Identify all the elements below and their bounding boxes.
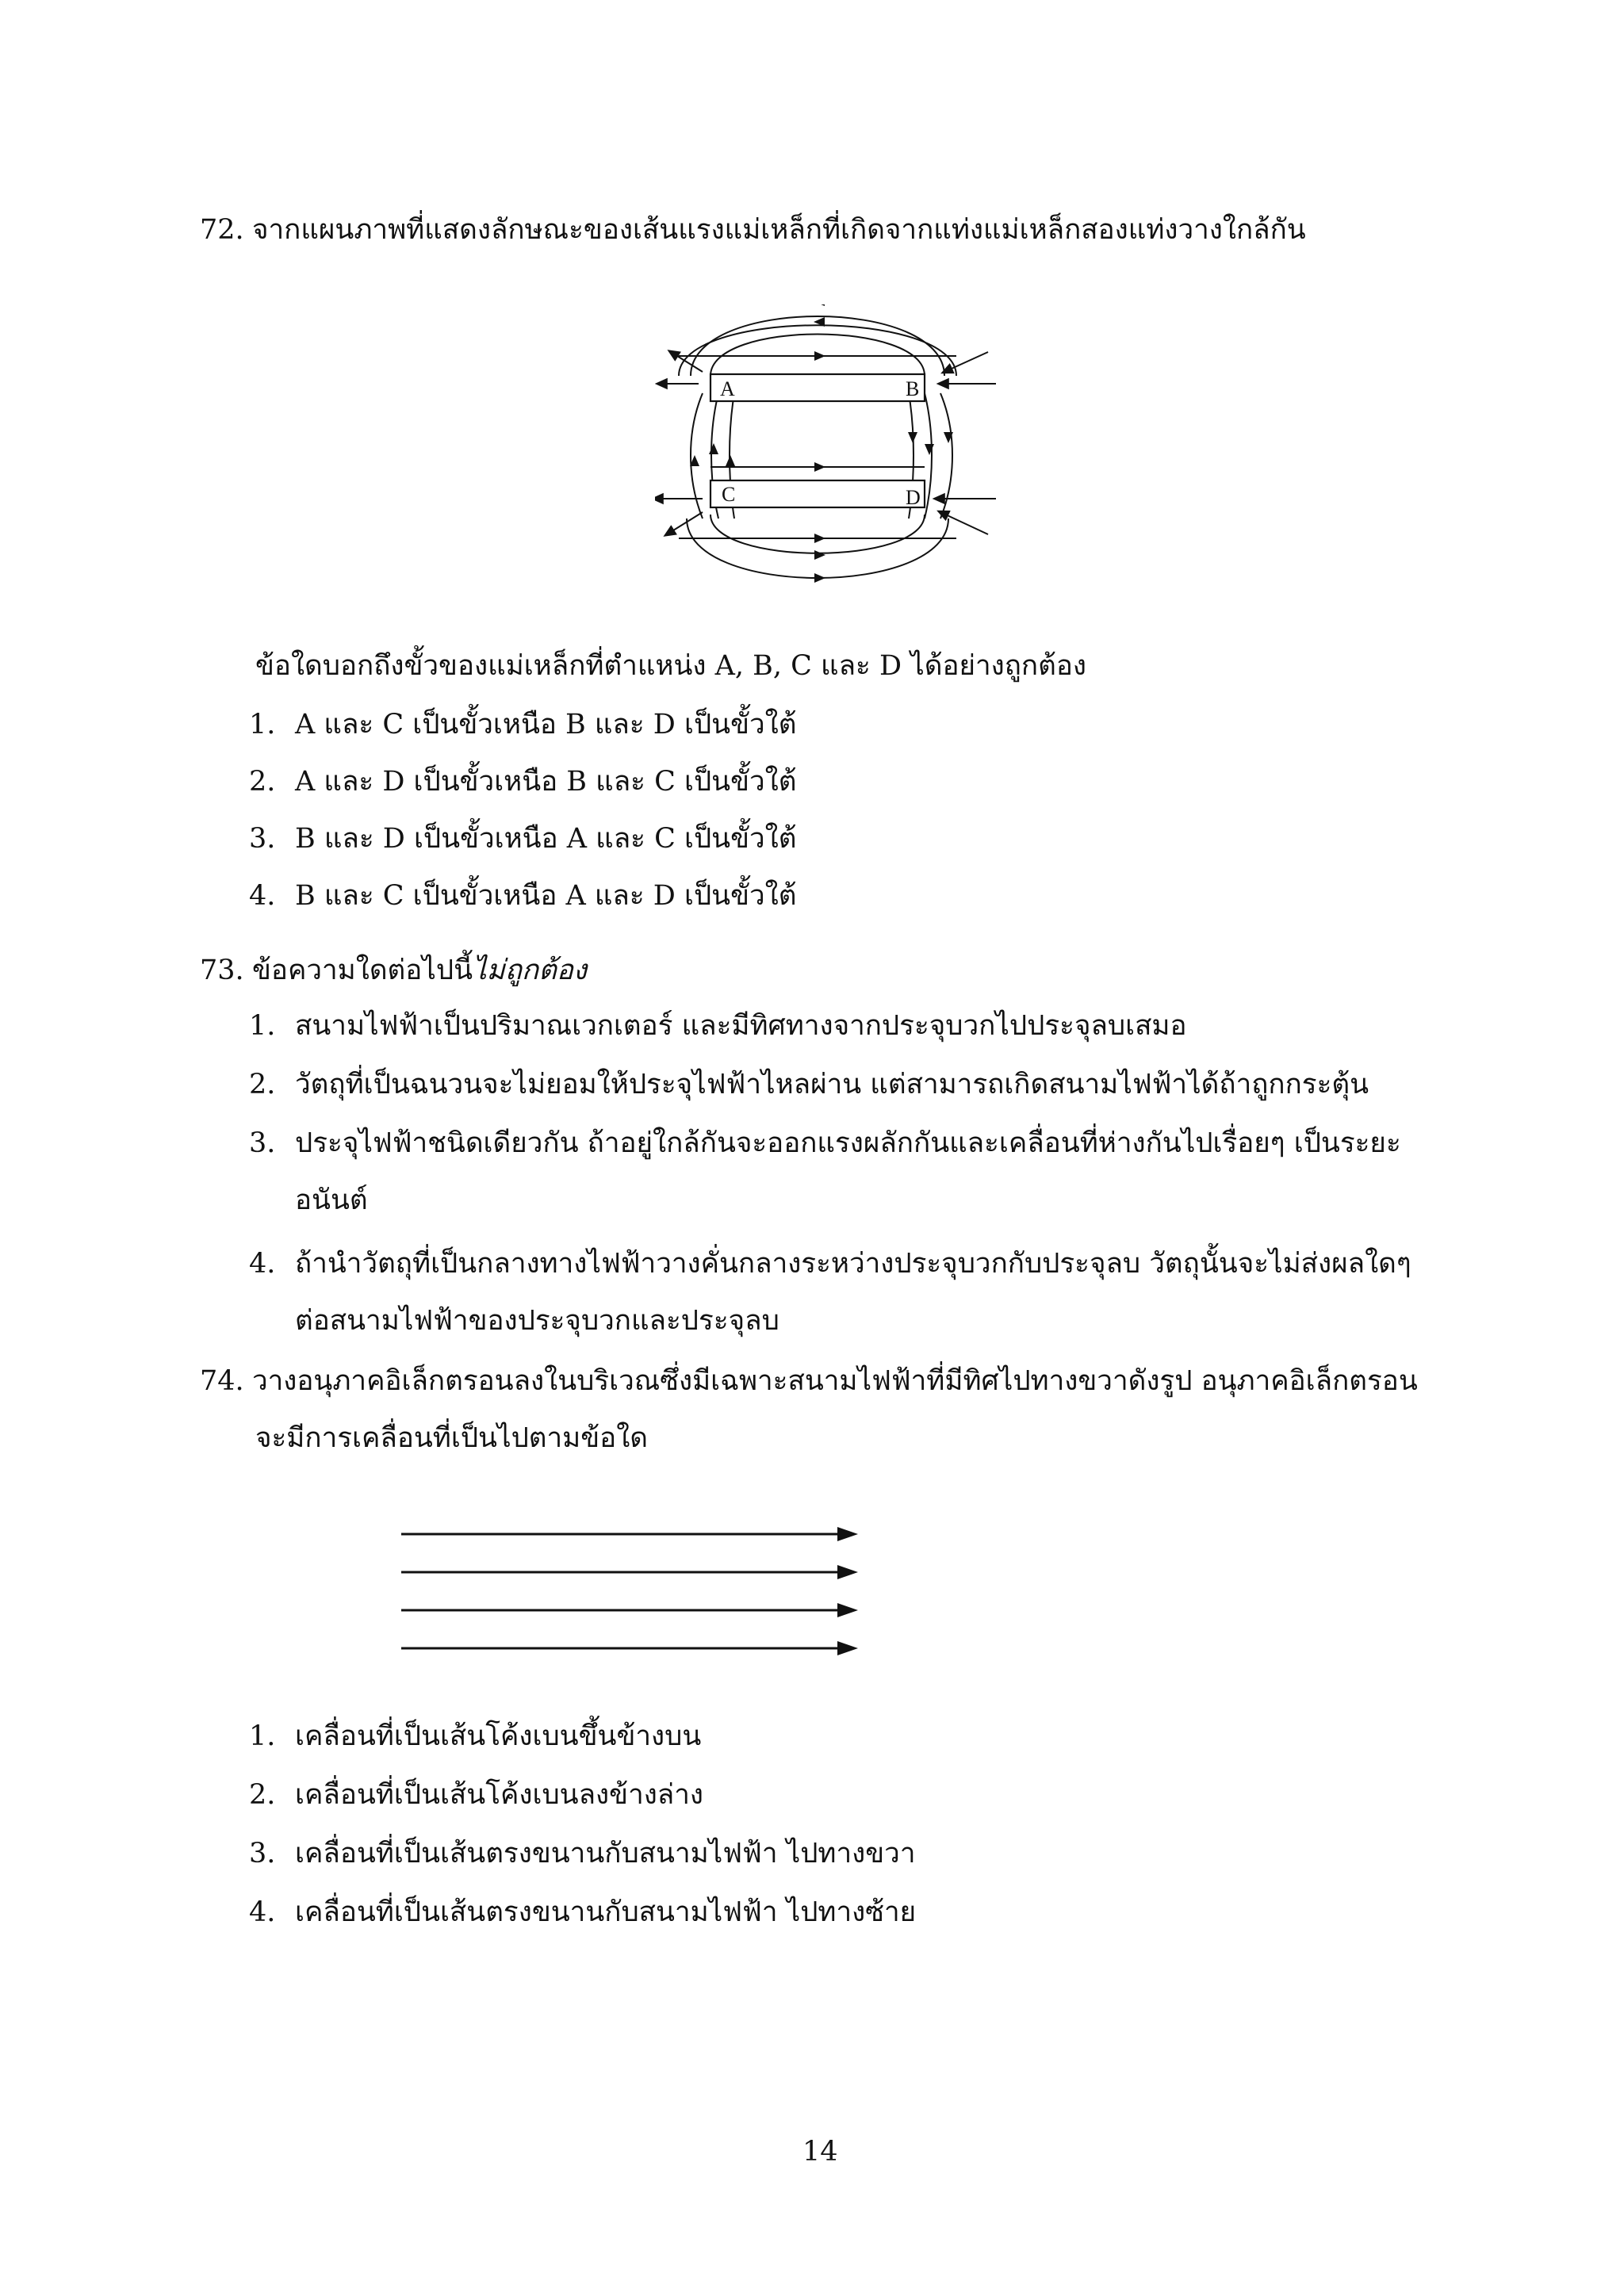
q73-choice-2-number: 2. [249, 1069, 276, 1100]
q73-stem-text: ข้อความใดต่อไปนี้ [252, 955, 473, 986]
electric-field-diagram [396, 1510, 872, 1661]
q73-choice-1-number: 1. [249, 1010, 276, 1042]
q72-choice-4[interactable]: B และ C เป็นขั้วเหนือ A และ D เป็นขั้วใต้ [295, 880, 797, 912]
q73-choice-3-cont: อนันต์ [295, 1184, 368, 1216]
q73-choice-2[interactable]: วัตถุที่เป็นฉนวนจะไม่ยอมให้ประจุไฟฟ้าไหลผ่าน แต่สามารถเกิดสนามไฟฟ้าได้ถ้าถูกกระตุ้น [295, 1069, 1369, 1100]
field-line [944, 352, 988, 372]
q74-stem-cont: จะมีการเคลื่อนที่เป็นไปตามข้อใด [255, 1422, 649, 1454]
field-line [691, 393, 703, 519]
q74-choice-1[interactable]: เคลื่อนที่เป็นเส้นโค้งเบนขึ้นข้างบน [295, 1720, 702, 1752]
q72-choice-1[interactable]: A และ C เป็นขั้วเหนือ B และ D เป็นขั้วใต้ [295, 709, 797, 740]
field-line [925, 393, 932, 519]
q72-choice-4-number: 4. [249, 880, 276, 912]
q72-stem: จากแผนภาพที่แสดงลักษณะของเส้นแรงแม่เหล็กที่เกิดจากแท่งแม่เหล็กสองแท่งวางใกล้กัน [252, 214, 1306, 246]
q74-choice-2[interactable]: เคลื่อนที่เป็นเส้นโค้งเบนลงข้างล่าง [295, 1779, 704, 1811]
q74-stem: วางอนุภาคอิเล็กตรอนลงในบริเวณซึ่งมีเฉพาะสนามไฟฟ้าที่มีทิศไปทางขวาดังรูป อนุภาคอิเล็กตรอน [252, 1365, 1418, 1397]
magnet-cd [710, 480, 925, 507]
field-arrow-head [837, 1641, 858, 1655]
field-arrow-head [837, 1565, 858, 1579]
field-line [679, 325, 956, 376]
q72-number: 72. [200, 214, 244, 246]
pole-label-a: A [720, 377, 735, 400]
q72-choice-3-number: 3. [249, 823, 276, 855]
q72-choice-2[interactable]: A และ D เป็นขั้วเหนือ B และ C เป็นขั้วใต้ [295, 766, 797, 798]
q73-number: 73. [200, 955, 244, 986]
q73-choice-4[interactable]: ถ้านำวัตถุที่เป็นกลางทางไฟฟ้าวางคั่นกลางระหว่างประจุบวกกับประจุลบ วัตถุนั้นจะไม่ส่งผลใดๆ [295, 1248, 1411, 1280]
magnet-ab [710, 374, 925, 401]
page-number: 14 [802, 2136, 838, 2168]
q73-choice-4-number: 4. [249, 1248, 276, 1280]
q72-question: ข้อใดบอกถึงขั้วของแม่เหล็กที่ตำแหน่ง A, B, C และ D ได้อย่างถูกต้อง [255, 650, 1086, 682]
field-line [667, 512, 703, 534]
q72-choice-2-number: 2. [249, 766, 276, 798]
field-arrow-head [837, 1527, 858, 1541]
q74-choice-1-number: 1. [249, 1720, 276, 1752]
q74-choice-3[interactable]: เคลื่อนที่เป็นเส้นตรงขนานกับสนามไฟฟ้า ไปทางขวา [295, 1838, 916, 1869]
q73-choice-3[interactable]: ประจุไฟฟ้าชนิดเดียวกัน ถ้าอยู่ใกล้กันจะออกแรงผลักกันและเคลื่อนที่ห่างกันไปเรื่อยๆ เป็นระยะ [295, 1127, 1401, 1159]
field-line [710, 515, 925, 553]
q74-choice-3-number: 3. [249, 1838, 276, 1869]
field-arrow-head [837, 1603, 858, 1617]
q72-choice-3[interactable]: B และ D เป็นขั้วเหนือ A และ C เป็นขั้วใต้ [295, 823, 797, 855]
q74-number: 74. [200, 1365, 244, 1397]
q73-stem [252, 951, 587, 989]
pole-label-b: B [906, 377, 920, 400]
q72-choice-1-number: 1. [249, 709, 276, 740]
field-line [687, 519, 948, 578]
pole-label-c: C [722, 483, 736, 506]
q73-choice-1[interactable]: สนามไฟฟ้าเป็นปริมาณเวกเตอร์ และมีทิศทางจากประจุบวกไปประจุลบเสมอ [295, 1010, 1187, 1042]
pole-label-d: D [906, 486, 921, 509]
q73-stem-emphasis: ไม่ถูกต้อง [473, 955, 587, 986]
q73-choice-4-cont: ต่อสนามไฟฟ้าของประจุบวกและประจุลบ [295, 1305, 779, 1337]
magnet-field-diagram [655, 304, 1004, 590]
q74-choice-4-number: 4. [249, 1896, 276, 1928]
q73-choice-3-number: 3. [249, 1127, 276, 1159]
q74-choice-4[interactable]: เคลื่อนที่เป็นเส้นตรงขนานกับสนามไฟฟ้า ไปทางซ้าย [295, 1896, 917, 1928]
q74-choice-2-number: 2. [249, 1779, 276, 1811]
field-line [940, 393, 952, 519]
